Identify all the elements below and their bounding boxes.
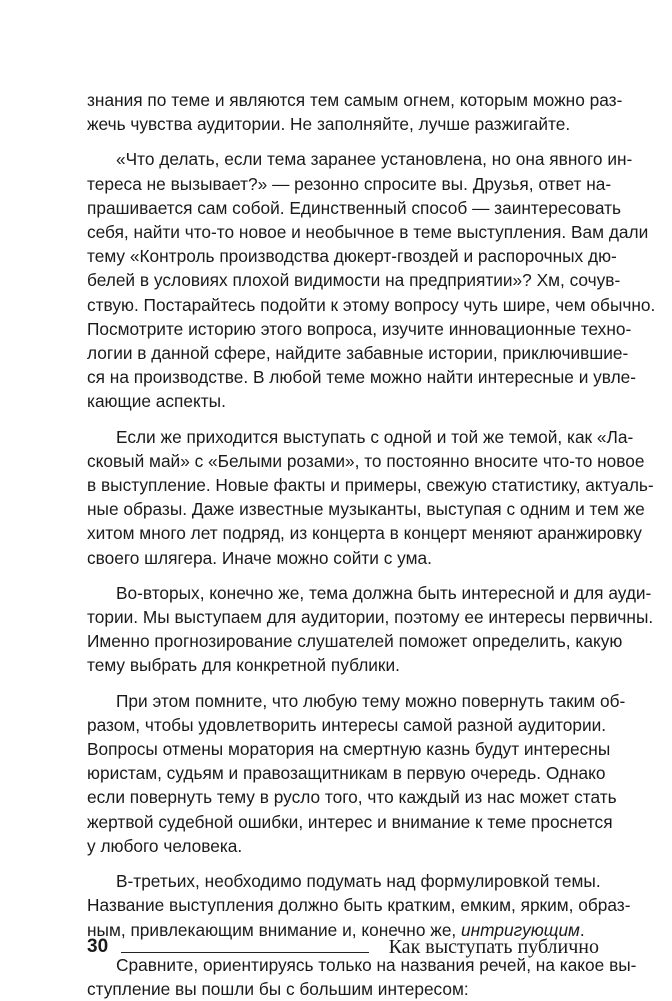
text-segment: . [579,919,585,940]
text-line: в выступление. Новые факты и примеры, свежую статистику, актуаль- [87,475,654,496]
text-line: Посмотрите историю этого вопроса, изучите инновационные техно- [87,318,632,339]
paragraph-1 [87,88,623,136]
text-line: Вопросы отмены моратория на смертную казнь будут интересны [87,739,611,760]
text-line: своего шлягера. Иначе можно сойти с ума. [87,547,432,568]
text-line: кающие аспекты. [87,391,226,412]
text-line: ствую. Постарайтесь подойти к этому вопросу чуть шире, чем обычно. [87,294,656,315]
text-line: ные образы. Даже известные музыканты, выступая с одним и тем же [87,499,645,520]
text-line: В-третьих, необходимо подумать над формулировкой темы. [116,871,601,892]
footer-rule [121,952,369,953]
text-line: Название выступления должно быть кратким, емким, ярким, образ- [87,895,631,916]
text-line: хитом много лет подряд, из концерта в концерт меняют аранжировку [87,523,642,544]
text-line: прашивается сам собой. Единственный способ — заинтересовать [87,197,622,218]
text-line: Сравните, ориентируясь только на названия речей, на какое вы- [116,954,637,975]
paragraph-3 [87,425,654,570]
text-line: знания по теме и являются тем самым огнем, которым можно раз- [87,90,623,110]
italic-emphasis: интригующим [461,919,580,940]
paragraph-4 [87,581,654,678]
paragraph-2 [87,147,656,413]
text-line: если повернуть тему в русло того, что каждый из нас может стать [87,787,617,808]
text-line: Во-вторых, конечно же, тема должна быть интересной и для ауди- [116,582,652,603]
text-line: «Что делать, если тема заранее установлена, но она явного ин- [116,149,633,170]
page-footer [87,934,599,960]
paragraph-6 [87,869,631,942]
text-line: тории. Мы выступаем для аудитории, поэтому ее интересы первичны. [87,607,654,628]
text-line: разом, чтобы удовлетворить интересы самой разной аудитории. [87,714,607,735]
paragraph-5 [87,689,626,858]
text-line: себя, найти что-то новое и необычное в теме выступления. Вам дали [87,222,649,243]
text-line: сковый май» с «Белыми розами», то постоянно вносите что-то новое [87,450,645,471]
text-line: Именно прогнозирование слушателей поможет определить, какую [87,631,623,652]
page-body [87,88,656,1001]
text-line: логии в данной сфере, найдите забавные истории, приключившие- [87,343,629,364]
text-line: жечь чувства аудитории. Не заполняйте, лучше разжигайте. [87,114,571,135]
page-number: 30 [87,936,109,957]
text-line: ся на производстве. В любой теме можно найти интересные и увле- [87,367,637,388]
text-segment: ным, привлекающим внимание и, конечно же, [87,919,462,940]
text-line: у любого человека. [87,835,243,856]
text-line: жертвой судебной ошибки, интерес и внимание к теме проснется [87,811,613,832]
text-line: При этом помните, что любую тему можно повернуть таким об- [116,690,626,711]
running-title: Как выступать публично [388,935,599,958]
text-line: тему «Контроль производства дюкерт-гвоздей и распорочных дю- [87,246,617,267]
text-line: ступление вы пошли бы с большим интересом: [87,978,469,999]
text-line: тему выбрать для конкретной публики. [87,655,400,676]
text-line: тереса не вызывает?» — резонно спросите вы. Друзья, ответ на- [87,173,612,194]
text-line: белей в условиях плохой видимости на предприятии»? Хм, сочув- [87,270,621,291]
text-line: Если же приходится выступать с одной и той же темой, как «Ла- [116,426,634,447]
text-line: юристам, судьям и правозащитникам в первую очередь. Однако [87,763,606,784]
